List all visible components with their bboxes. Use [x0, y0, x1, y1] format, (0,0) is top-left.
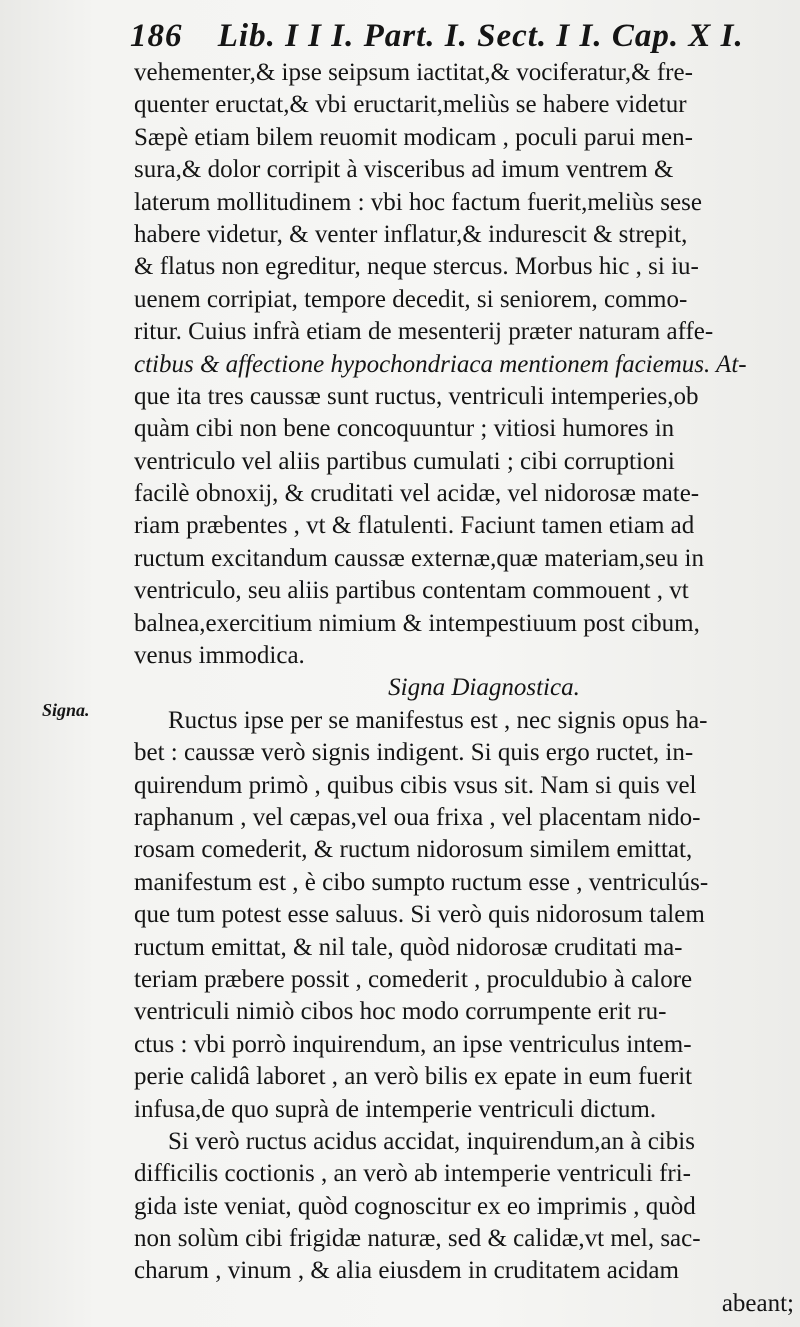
- text-line: ructum emittat, & nil tale, quòd nidorosæ cruditati ma-: [134, 933, 683, 961]
- text-line: ctibus & affectione hypochondriaca mentionem faciemus. At-: [134, 350, 747, 378]
- section-heading: Signa Diagnostica.: [388, 674, 580, 702]
- text-line: venus immodica.: [134, 642, 305, 670]
- text-line: habere videtur, & venter inflatur,& indurescit & strepit,: [134, 220, 688, 248]
- text-line: ritur. Cuius infrà etiam de mesenterij præter naturam affe-: [134, 318, 714, 346]
- text-line: manifestum est , è cibo sumpto ructum esse , ventriculús-: [134, 868, 709, 896]
- text-line: raphanum , vel cæpas,vel oua frixa , vel placentam nido-: [134, 803, 701, 831]
- text-line: difficilis coctionis , an verò ab intemperie ventriculi fri-: [134, 1160, 691, 1188]
- text-line: perie calidâ laboret , an verò bilis ex epate in eum fuerit: [134, 1063, 693, 1091]
- text-line: balnea,exercitium nimium & intempestiuum post cibum,: [134, 609, 700, 637]
- text-line: charum , vinum , & alia eiusdem in cruditatem acidam: [134, 1257, 679, 1285]
- text-line: sura,& dolor corripit à visceribus ad imum ventrem &: [134, 156, 674, 184]
- page-number: 186: [130, 18, 183, 54]
- text-line: gida iste veniat, quòd cognoscitur ex eo imprimis , quòd: [134, 1192, 696, 1220]
- text-line: riam præbentes , vt & flatulenti. Faciunt tamen etiam ad: [134, 512, 695, 540]
- text-line: quirendum primò , quibus cibis vsus sit. Nam si quis vel: [134, 771, 697, 799]
- running-header: [130, 18, 744, 55]
- text-line: Sæpè etiam bilem reuomit modicam , poculi parui men-: [134, 123, 693, 151]
- text-line: ventriculo, seu aliis partibus contentam commouent , vt: [134, 577, 689, 605]
- text-line: bet : caussæ verò signis indigent. Si quis ergo ructet, in-: [134, 739, 694, 767]
- text-line: quenter eructat,& vbi eructarit,meliùs se habere videtur: [134, 91, 687, 119]
- text-line: infusa,de quo suprà de intemperie ventriculi dictum.: [134, 1095, 657, 1123]
- text-line: non solùm cibi frigidæ naturæ, sed & calidæ,vt mel, sac-: [134, 1225, 701, 1253]
- catchword: abeant;: [721, 1289, 794, 1317]
- text-line: ructum excitandum caussæ externæ,quæ materiam,seu in: [134, 544, 704, 572]
- text-line: uenem corripiat, tempore decedit, si seniorem, commo-: [134, 285, 688, 313]
- text-line: teriam præbere possit , comederit , proculdubio à calore: [134, 965, 693, 993]
- text-line: & flatus non egreditur, neque stercus. Morbus hic , si iu-: [134, 253, 699, 281]
- body-text: [134, 57, 794, 1320]
- text-line: Ructus ipse per se manifestus est , nec signis opus ha-: [168, 706, 708, 734]
- running-title: Lib. I I I. Part. I. Sect. I I. Cap. X I.: [217, 18, 744, 54]
- text-line: rosam comederit, & ructum nidorosum similem emittat,: [134, 836, 693, 864]
- text-line: laterum mollitudinem : vbi hoc factum fuerit,meliùs sese: [134, 188, 702, 216]
- text-line: ventriculi nimiò cibos hoc modo corrumpente erit ru-: [134, 998, 667, 1026]
- text-line: que ita tres caussæ sunt ructus, ventriculi intemperies,ob: [134, 382, 699, 410]
- text-line: ventriculo vel aliis partibus cumulati ; cibi corruptioni: [134, 447, 675, 475]
- text-line: ctus : vbi porrò inquirendum, an ipse ventriculus intem-: [134, 1030, 692, 1058]
- text-line: que tum potest esse saluus. Si verò quis nidorosum talem: [134, 901, 705, 929]
- text-line: facilè obnoxij, & cruditati vel acidæ, vel nidorosæ mate-: [134, 480, 700, 508]
- text-line: quàm cibi non bene concoquuntur ; vitiosi humores in: [134, 415, 675, 443]
- text-line: Si verò ructus acidus accidat, inquirendum,an à cibis: [168, 1127, 695, 1155]
- text-line: vehementer,& ipse seipsum iactitat,& vociferatur,& fre-: [134, 59, 693, 86]
- margin-note: Signa.: [42, 700, 90, 720]
